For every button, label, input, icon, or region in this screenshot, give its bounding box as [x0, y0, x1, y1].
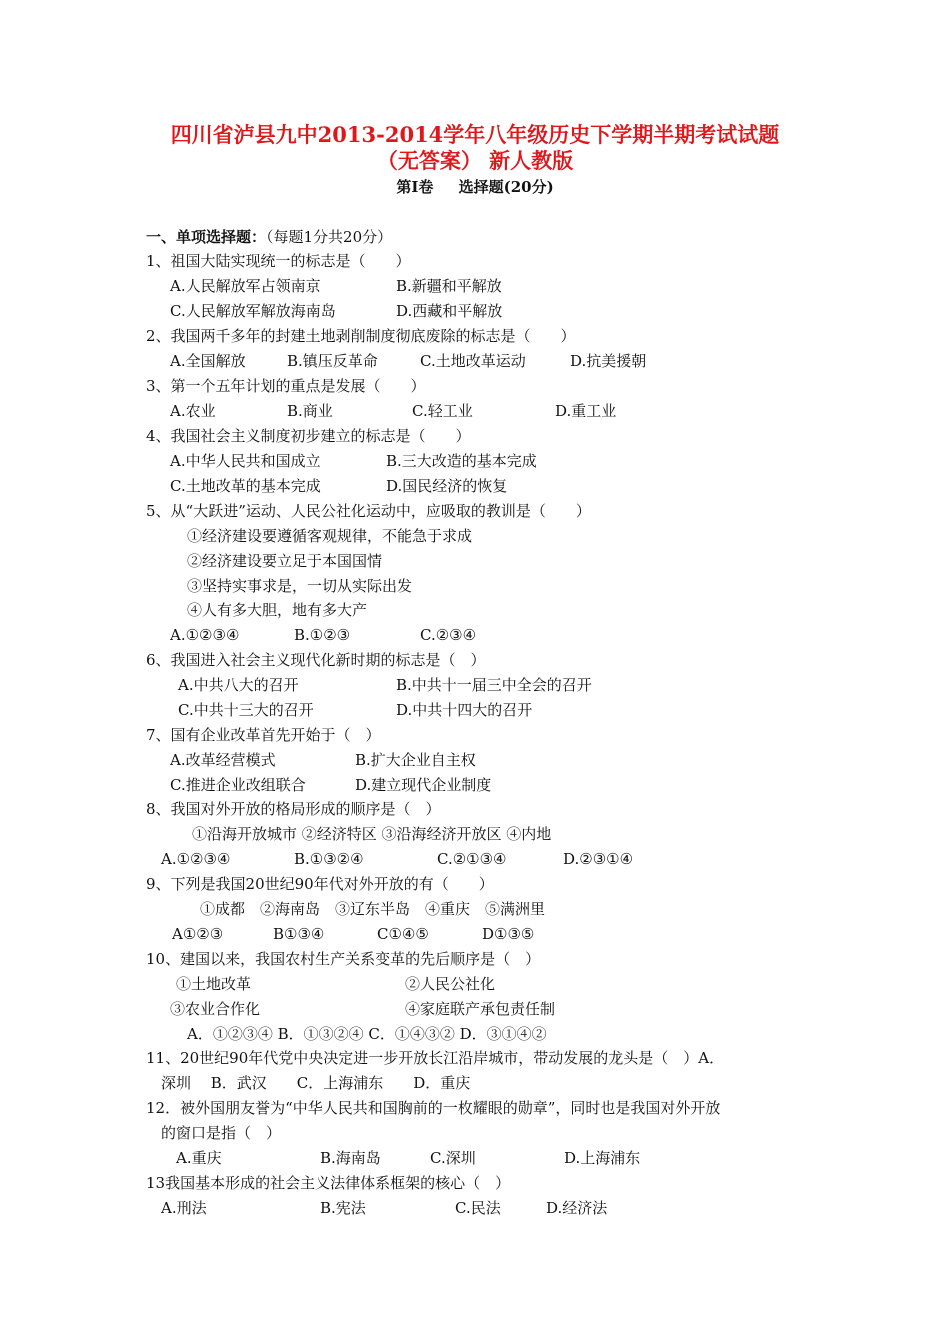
question-3-stem: 3、第一个五年计划的重点是发展（ ） — [146, 377, 426, 395]
question-8-items: ①沿海开放城市 ②经济特区 ③沿海经济开放区 ④内地 — [192, 825, 552, 843]
question-10-stem: 10、建国以来，我国农村生产关系变革的先后顺序是（ ） — [146, 950, 541, 968]
question-4-option-b: B.三大改造的基本完成 — [386, 452, 537, 470]
question-5-stem: 5、从“大跃进”运动、人民公社化运动中，应吸取的教训是（ ） — [146, 502, 591, 520]
volume-label: 第Ⅰ卷 — [396, 178, 434, 196]
question-4-option-a: A.中华人民共和国成立 — [170, 452, 321, 470]
question-10-item-2: ②人民公社化 — [405, 975, 496, 993]
question-1-option-a: A.人民解放军占领南京 — [170, 277, 321, 295]
question-9-option-a: A①②③ — [172, 925, 224, 943]
question-13-option-d: D.经济法 — [546, 1199, 608, 1217]
question-13-option-b: B.宪法 — [320, 1199, 366, 1217]
question-6-option-d: D.中共十四大的召开 — [396, 701, 533, 719]
exam-volume-heading — [0, 176, 950, 198]
question-2-option-a: A.全国解放 — [170, 352, 246, 370]
question-9-items: ①成都 ②海南岛 ③辽东半岛 ④重庆 ⑤满洲里 — [200, 900, 546, 918]
question-10-item-3: ③农业合作化 — [170, 1000, 261, 1018]
question-4-stem: 4、我国社会主义制度初步建立的标志是（ ） — [146, 427, 471, 445]
question-2-stem: 2、我国两千多年的封建土地剥削制度彻底废除的标志是（ ） — [146, 327, 576, 345]
section-note: （每题1分共20分） — [266, 228, 393, 246]
section-type-label: 选择题(20分) — [458, 178, 554, 196]
question-4-option-c: C.土地改革的基本完成 — [170, 477, 321, 495]
question-12-option-a: A.重庆 — [176, 1149, 222, 1167]
question-11-line1: 11、20世纪90年代党中央决定进一步开放长江沿岸城市，带动发展的龙头是（ ）A． — [146, 1049, 725, 1067]
question-12-option-d: D.上海浦东 — [564, 1149, 641, 1167]
question-2-option-b: B.镇压反革命 — [287, 352, 378, 370]
question-8-option-b: B.①③②④ — [294, 850, 364, 868]
question-10-item-1: ①土地改革 — [176, 975, 252, 993]
question-1-option-d: D.西藏和平解放 — [396, 302, 503, 320]
question-1-stem: 1、祖国大陆实现统一的标志是（ ） — [146, 252, 411, 270]
question-9-option-c: C①④⑤ — [377, 925, 429, 943]
question-8-option-a: A.①②③④ — [161, 850, 231, 868]
question-3-option-b: B.商业 — [287, 402, 333, 420]
question-8-option-c: C.②①③④ — [437, 850, 507, 868]
question-5-item-2: ②经济建设要立足于本国国情 — [187, 552, 383, 570]
question-5-option-b: B.①②③ — [294, 626, 351, 644]
question-9-option-d: D①③⑤ — [482, 925, 535, 943]
question-13-option-a: A.刑法 — [161, 1199, 207, 1217]
question-5-option-c: C.②③④ — [420, 626, 477, 644]
question-6-stem: 6、我国进入社会主义现代化新时期的标志是（ ） — [146, 651, 486, 669]
question-5-item-4: ④人有多大胆，地有多大产 — [187, 601, 368, 619]
question-3-option-a: A.农业 — [170, 402, 216, 420]
question-8-option-d: D.②③①④ — [563, 850, 634, 868]
exam-title-line2: （无答案） 新人教版 — [376, 148, 574, 173]
section-heading — [146, 226, 392, 248]
question-7-stem: 7、国有企业改革首先开始于（ ） — [146, 726, 381, 744]
question-3-option-c: C.轻工业 — [412, 402, 473, 420]
question-1-option-b: B.新疆和平解放 — [396, 277, 502, 295]
question-6-option-b: B.中共十一届三中全会的召开 — [396, 676, 592, 694]
question-12-option-b: B.海南岛 — [320, 1149, 381, 1167]
exam-title-line1: 四川省泸县九中2013-2014学年八年级历史下学期半期考试试题 — [170, 122, 780, 147]
question-9-stem: 9、下列是我国20世纪90年代对外开放的有（ ） — [146, 875, 494, 893]
section-label: 一、单项选择题： — [146, 228, 267, 246]
question-2-option-d: D.抗美援朝 — [570, 352, 647, 370]
question-13-stem: 13我国基本形成的社会主义法律体系框架的核心（ ） — [146, 1174, 511, 1192]
question-5-item-3: ③坚持实事求是，一切从实际出发 — [187, 577, 413, 595]
question-11-line2: 深圳 B．武汉 C．上海浦东 D．重庆 — [161, 1074, 471, 1092]
question-10-item-4: ④家庭联产承包责任制 — [405, 1000, 556, 1018]
question-3-option-d: D.重工业 — [555, 402, 617, 420]
question-7-option-b: B.扩大企业自主权 — [355, 751, 476, 769]
question-4-option-d: D.国民经济的恢复 — [386, 477, 508, 495]
question-10-options: A．①②③④ B．①③②④ C．①④③② D．③①④② — [187, 1025, 547, 1043]
question-6-option-c: C.中共十三大的召开 — [178, 701, 314, 719]
question-7-option-d: D.建立现代企业制度 — [355, 776, 492, 794]
question-12-line1: 12．被外国朋友誉为“中华人民共和国胸前的一枚耀眼的勋章”，同时也是我国对外开放 — [146, 1099, 721, 1117]
question-7-option-a: A.改革经营模式 — [170, 751, 276, 769]
question-8-stem: 8、我国对外开放的格局形成的顺序是（ ） — [146, 800, 441, 818]
question-13-option-c: C.民法 — [455, 1199, 501, 1217]
question-7-option-c: C.推进企业改组联合 — [170, 776, 306, 794]
question-5-option-a: A.①②③④ — [170, 626, 240, 644]
question-5-item-1: ①经济建设要遵循客观规律，不能急于求成 — [187, 527, 473, 545]
question-9-option-b: B①③④ — [273, 925, 325, 943]
question-1-option-c: C.人民解放军解放海南岛 — [170, 302, 336, 320]
question-12-line2: 的窗口是指（ ） — [161, 1124, 282, 1142]
question-6-option-a: A.中共八大的召开 — [178, 676, 299, 694]
question-12-option-c: C.深圳 — [430, 1149, 476, 1167]
question-2-option-c: C.土地改革运动 — [420, 352, 526, 370]
